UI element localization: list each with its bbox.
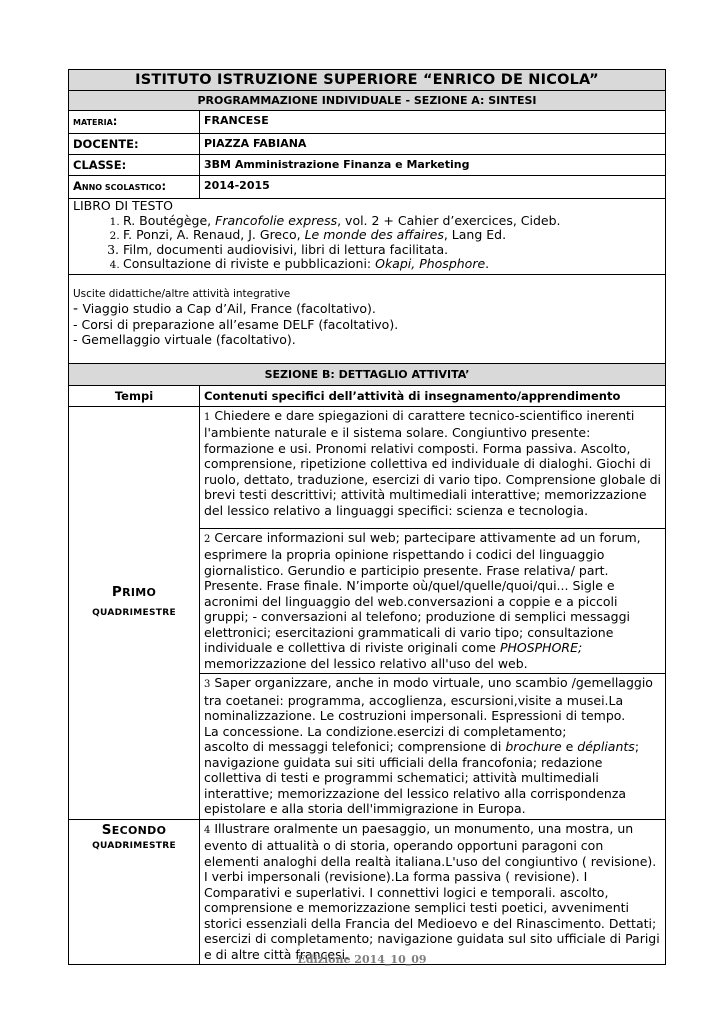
activity-text: memorizzazione del lessico relativo all'uso del web.	[204, 655, 528, 671]
activity-number: 1	[204, 411, 211, 423]
libro-item-text: .	[485, 256, 490, 271]
libro-item-text: R. Boutégège,	[123, 212, 216, 228]
section-a-heading: PROGRAMMAZIONE INDIVIDUALE - SEZIONE A: SINTESI	[69, 91, 666, 111]
libro-di-testo-box	[69, 199, 666, 275]
activity-text: Saper organizzare, anche in modo virtuale, uno scambio /gemellaggio tra coetanei: programma, accoglienza, escursioni,visite a musei.La nominalizzazione. Le costruzioni impersonali. Espressioni di tempo.	[204, 675, 653, 723]
activity-4	[200, 819, 666, 965]
libro-item	[123, 214, 661, 229]
anno-label-rest: NNO SCOLASTICO	[81, 183, 162, 192]
materia-label	[69, 111, 200, 134]
libro-item-text: , Lang Ed.	[443, 227, 507, 242]
school-title: ISTITUTO ISTRUZIONE SUPERIORE “ENRICO DE NICOLA”	[69, 70, 666, 91]
libro-item	[123, 228, 661, 243]
activity-text: Chiedere e dare spiegazioni di carattere tecnico-scientifico inerenti l'ambiente naturale e il sistema solare. Congiuntivo presente: formazione e usi. Pronomi relativi composti. Forma passiva. Ascolto, comprensione, ripetizione collettiva ed individuale di dialoghi. Giochi di ruolo, dettato, traduzione, esercizi di vario tipo. Comprensione globale di brevi testi descrittivi; attività multimediali interattive; memorizzazione del lessico relativo a linguaggi specifici: scienza e tecnologia.	[204, 407, 662, 518]
activity-number: 2	[204, 533, 211, 545]
activity-number: 4	[204, 824, 211, 836]
edition-footer: Edizione 2014_10_09	[297, 953, 427, 966]
docente-value: PIAZZA FABIANA	[200, 134, 666, 155]
uscite-heading: Uscite didattiche/altre attività integrative	[73, 287, 291, 300]
classe-value: 3BM Amministrazione Finanza e Marketing	[200, 155, 666, 176]
activity-3: 3 Saper organizzare, anche in modo virtuale, uno scambio /gemellaggio tra coetanei: programma, accoglienza, escursioni,visite a musei.La nominalizzazione. Le costruzioni impersonali. Espressioni di tempo. La concessione. La condizione.esercizi di completamento; ascolto di messaggi telefonici; comprensione di brochure e dépliants; navigazione guidata sui siti ufficiali della francofonia; redazione collettiva di testi e programmi schematici; attività multimediali interattive; memorizzazione del lessico relativo alla corrispondenza epistolare e alla storia dell'immigrazione in Europa.	[200, 674, 666, 820]
activity-text: Cercare informazioni sul web; partecipare attivamente ad un forum, esprimere la propria opinione rispettando i codici del linguaggio giornalistico. Gerundio e participio presente. Frase relativa/ part. Presente. Frase finale. N’importe où/quel/quelle/quoi/qui... Sigle e acronimi del linguaggio del web.conversazioni a coppie e a piccoli gruppi; - conversazioni al telefono; produzione di semplici messaggi elettronici; esercitazioni grammaticali di vario tipo; consultazione individuale e collettiva di riviste originali come	[204, 529, 641, 655]
uscite-box	[69, 274, 666, 363]
tempi-header: Tempi	[69, 385, 200, 406]
activity-italic: PHOSPHORE;	[499, 640, 583, 655]
section-b-heading: SEZIONE B: DETTAGLIO ATTIVITA’	[69, 363, 666, 385]
libro-item-title: Francofolie express	[215, 212, 338, 228]
activity-text: ascolto di messaggi telefonici; comprensione di	[204, 739, 506, 754]
anno-label-cap: A	[73, 179, 82, 193]
activity-number: 3	[204, 679, 211, 690]
activity-text: La concessione. La condizione.esercizi di completamento;	[204, 723, 567, 739]
classe-label: CLASSE:	[69, 155, 200, 176]
primo-sub: QUADRIMESTRE	[92, 607, 176, 618]
libro-item	[123, 243, 661, 258]
libro-item-text: Film, documenti audiovisivi, libri di lettura facilitata.	[123, 241, 449, 257]
uscite-item: - Viaggio studio a Cap d’Ail, France (facoltativo).	[73, 300, 376, 317]
contenuti-header: Contenuti specifici dell’attività di insegnamento/apprendimento	[200, 385, 666, 406]
secondo-quadrimestre	[69, 819, 200, 965]
secondo-sub: QUADRIMESTRE	[92, 840, 176, 851]
uscite-item: - Corsi di preparazione all’esame DELF (facoltativo).	[73, 316, 399, 332]
programming-table	[68, 69, 666, 965]
libro-item-title: Okapi, Phosphore	[375, 256, 486, 271]
activity-text: navigazione guidata sui siti ufficiali della francofonia; redazione collettiva di testi e programmi schematici; attività multimediali interattive; memorizzazione del lessico relativo alla corrispondenza epistolare e alla storia dell'immigrazione in Europa.	[204, 754, 627, 816]
activity-text: Illustrare oralmente un paesaggio, un monumento, una mostra, un evento di attualità o di storia, operando opportuni paragoni con elementi analoghi della realtà italiana.L'uso del congiuntivo ( revisione). I verbi impersonali (revisione).La forma passiva ( revisione). I Comparativi e superlativi. I connettivi logici e temporali. ascolto, comprensione e memorizzazione semplici testi poetici, avvenimenti storici essenziali della Francia del Medioevo e del Rinascimento. Dettati; esercizi di completamento; navigazione guidata sul sito ufficiale di Parigi e di altre città francesi.	[204, 820, 660, 962]
materia-label-text: MATERIA	[73, 118, 113, 127]
primo-label: PRIMO	[111, 583, 157, 600]
activity-italic: dépliants	[577, 739, 635, 754]
anno-value: 2014-2015	[200, 176, 666, 199]
activity-2	[200, 528, 666, 674]
activity-italic: brochure	[505, 739, 562, 754]
libro-item-text: Consultazione di riviste e pubblicazioni:	[123, 256, 376, 271]
uscite-list	[73, 301, 661, 352]
anno-label	[69, 176, 200, 199]
materia-value: FRANCESE	[200, 111, 666, 134]
uscite-item: - Gemellaggio virtuale (facoltativo).	[73, 331, 296, 347]
anno-colon: :	[161, 179, 167, 193]
activity-1	[200, 406, 666, 528]
libro-heading: LIBRO DI TESTO	[73, 198, 173, 213]
materia-colon: :	[112, 114, 118, 128]
libro-item-text: , vol. 2 + Cahier d’exercices, Cideb.	[337, 212, 561, 228]
primo-quadrimestre	[69, 406, 200, 819]
libro-item	[123, 257, 661, 272]
libro-list	[73, 214, 661, 272]
libro-item-text: F. Ponzi, A. Renaud, J. Greco,	[123, 227, 305, 242]
libro-item-title: Le monde des affaires	[304, 227, 444, 242]
docente-label: DOCENTE:	[69, 134, 200, 155]
secondo-label: SECONDO	[101, 821, 167, 838]
